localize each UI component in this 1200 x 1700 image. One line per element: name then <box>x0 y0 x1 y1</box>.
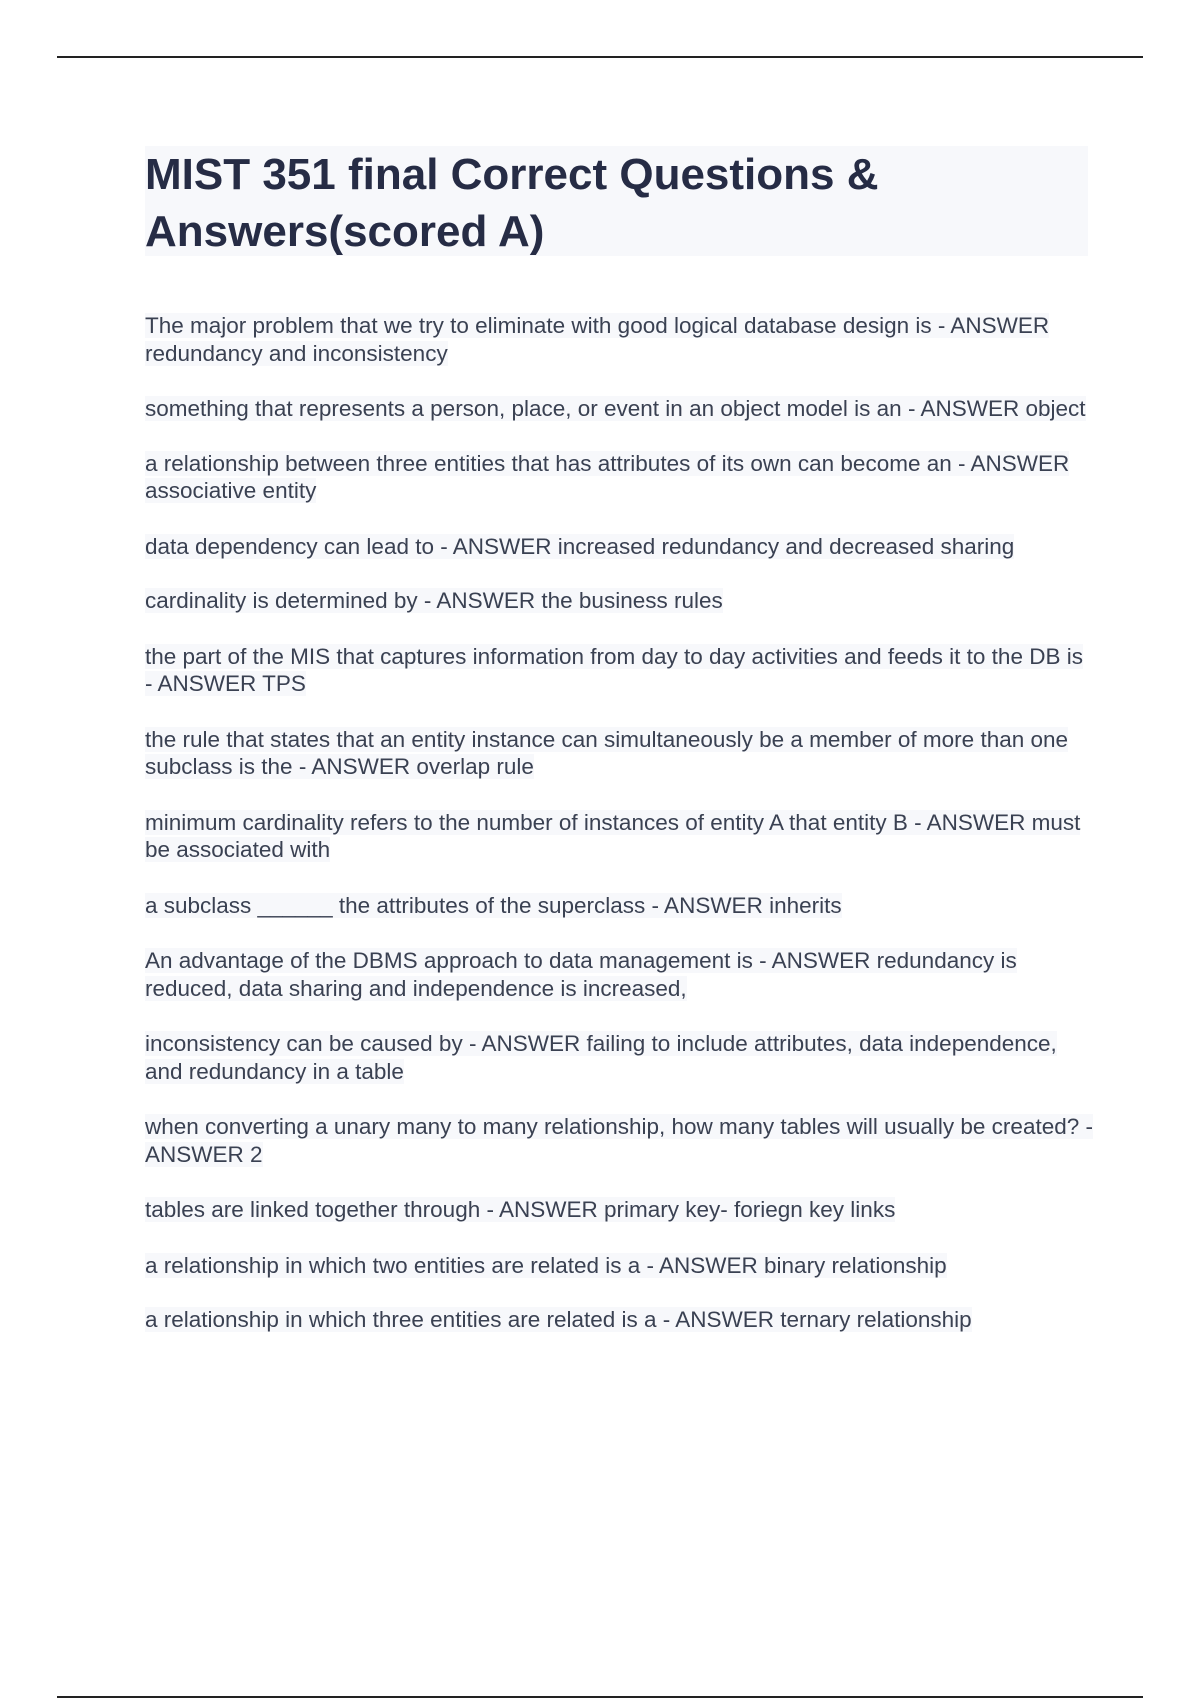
qa-item <box>145 643 1095 698</box>
qa-item <box>145 312 1095 367</box>
qa-text: the part of the MIS that captures information from day to day activities and feeds it to the DB is - ANSWER TPS <box>145 643 1083 696</box>
qa-text: the rule that states that an entity instance can simultaneously be a member of more than one subclass is the - ANSWER overlap rule <box>145 726 1069 779</box>
qa-item <box>145 450 1095 505</box>
qa-item <box>145 892 1095 920</box>
document-title: MIST 351 final Correct Questions & Answers(scored A) <box>145 150 879 256</box>
qa-text: tables are linked together through - ANSWER primary key- foriegn key links <box>145 1197 896 1222</box>
qa-text: An advantage of the DBMS approach to data management is - ANSWER redundancy is reduced, data sharing and independence is increased, <box>145 948 1017 1001</box>
qa-text: cardinality is determined by - ANSWER the business rules <box>145 588 723 613</box>
qa-item <box>145 1030 1095 1085</box>
qa-item <box>145 587 1095 615</box>
qa-item <box>145 809 1095 864</box>
title-block <box>145 146 1088 256</box>
qa-item <box>145 533 1095 561</box>
qa-text: The major problem that we try to eliminate with good logical database design is - ANSWER redundancy and inconsistency <box>145 313 1050 366</box>
qa-item <box>145 1252 1095 1280</box>
qa-text: a relationship in which two entities are related is a - ANSWER binary relationship <box>145 1252 947 1278</box>
top-rule <box>57 56 1143 58</box>
qa-text: data dependency can lead to - ANSWER increased redundancy and decreased sharing <box>145 533 1015 559</box>
qa-item <box>145 726 1095 781</box>
qa-list <box>145 312 1095 1334</box>
qa-text: something that represents a person, place, or event in an object model is an - ANSWER object <box>145 396 1086 421</box>
qa-item <box>145 1113 1095 1168</box>
qa-item <box>145 947 1095 1002</box>
qa-item <box>145 395 1095 423</box>
qa-text: minimum cardinality refers to the number of instances of entity A that entity B - ANSWER must be associated with <box>145 809 1081 862</box>
qa-item <box>145 1196 1095 1224</box>
qa-text: a relationship between three entities that has attributes of its own can become an - ANSWER associative entity <box>145 450 1070 503</box>
bottom-rule <box>57 1696 1143 1698</box>
qa-text: inconsistency can be caused by - ANSWER failing to include attributes, data independence, and redundancy in a table <box>145 1031 1057 1084</box>
qa-item <box>145 1306 1095 1334</box>
qa-text: when converting a unary many to many relationship, how many tables will usually be created? - ANSWER 2 <box>145 1114 1093 1167</box>
qa-text: a relationship in which three entities are related is a - ANSWER ternary relationship <box>145 1307 972 1332</box>
qa-text: a subclass ______ the attributes of the superclass - ANSWER inherits <box>145 892 842 918</box>
